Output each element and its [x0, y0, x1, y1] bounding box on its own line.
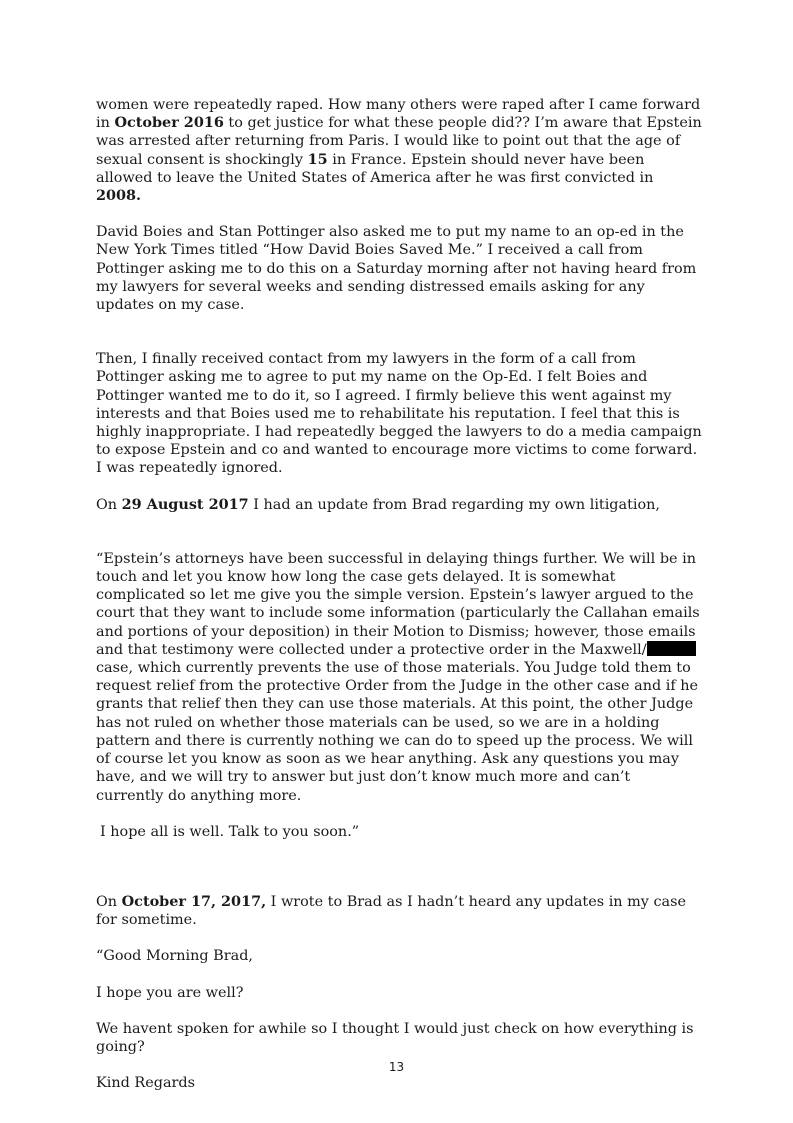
email-closing: Kind Regards: [96, 1075, 196, 1092]
quoted-email-signoff: I hope all is well. Talk to you soon.”: [100, 823, 360, 840]
text: On: [96, 496, 122, 513]
bold-age: 15: [307, 150, 328, 168]
paragraph-paris-arrest: [96, 96, 702, 205]
document-body: [96, 96, 702, 1092]
text: I wrote to Brad as I hadn’t heard any updates in my case for sometime.: [96, 893, 687, 929]
bold-date: October 17, 2017,: [121, 892, 267, 910]
text: On: [96, 893, 122, 910]
paragraph-october-email: [96, 893, 702, 929]
paragraph-lawyers-contact: Then, I finally received contact from my lawyers in the form of a call from Pottinger asking me to agree to put my name on the Op-Ed. I felt Boies and Pottinger wanted me to do it, so I agreed. I firmly believe this went against my interests and that Boies used me to rehabilitate his reputation. I feel that this is highly inappropriate. I had repeatedly begged the lawyers to do a media campaign to expose Epstein and co and wanted to encourage more victims to come forward. I was repeatedly ignored.: [96, 351, 702, 477]
email-line: I hope you are well?: [96, 984, 244, 1001]
text: women were repeatedly raped. How many others were raped after I came forward in: [96, 97, 701, 132]
page-number: 13: [388, 1060, 405, 1074]
text: in France. Epstein should never have been allowed to leave the United States of America after he was first convicted in: [96, 151, 654, 186]
bold-date: October 2016: [114, 114, 224, 132]
text: case, which currently prevents the use of those materials. You Judge told them to request relief from the protective Order from the Judge in the other case and if he grants that relief then they can use those materials. At this point, the other Judge has not ruled on whether those materials can be used, so we are in a holding pattern and there is currently nothing we can do to speed up the process. We will of course let you know as soon as we hear anything. Ask any questions you may have, and we will try to answer but just don’t know much more and can’t currently do anything more.: [96, 660, 699, 804]
paragraph-op-ed: David Boies and Stan Pottinger also asked me to put my name to an op-ed in the New York Times titled “How David Boies Saved Me.” I received a call from Pottinger asking me to do this on a Saturday morning after not having heard from my lawyers for several weeks and sending distressed emails asking for any updates on my case.: [96, 224, 697, 314]
quoted-email-brad: [96, 550, 702, 805]
email-greeting: “Good Morning Brad,: [96, 948, 253, 965]
text: “Epstein’s attorneys have been successful in delaying things further. We will be in touch and let you know how long the case gets delayed. It is somewhat complicated so let me give you the simple version. Epstein’s lawyer argued to the court that they want to include some information (particularly the Callahan emails and portions of your deposition) in their Motion to Dismiss; however, those emails and that testimony were collected under a protective order in the Maxwell/: [96, 550, 700, 658]
text: I had an update from Brad regarding my own litigation,: [248, 496, 660, 513]
paragraph-august-update: [96, 496, 702, 514]
bold-year: 2008.: [96, 187, 142, 205]
text: to get justice for what these people did?? I’m aware that Epstein was arrested after returning from Paris. I would like to point out that the age of sexual consent is shockingly: [96, 115, 702, 168]
redaction-box: [647, 641, 696, 656]
bold-date: 29 August 2017: [121, 495, 249, 513]
email-body: We havent spoken for awhile so I thought I would just check on how everything is going?: [96, 1020, 694, 1055]
